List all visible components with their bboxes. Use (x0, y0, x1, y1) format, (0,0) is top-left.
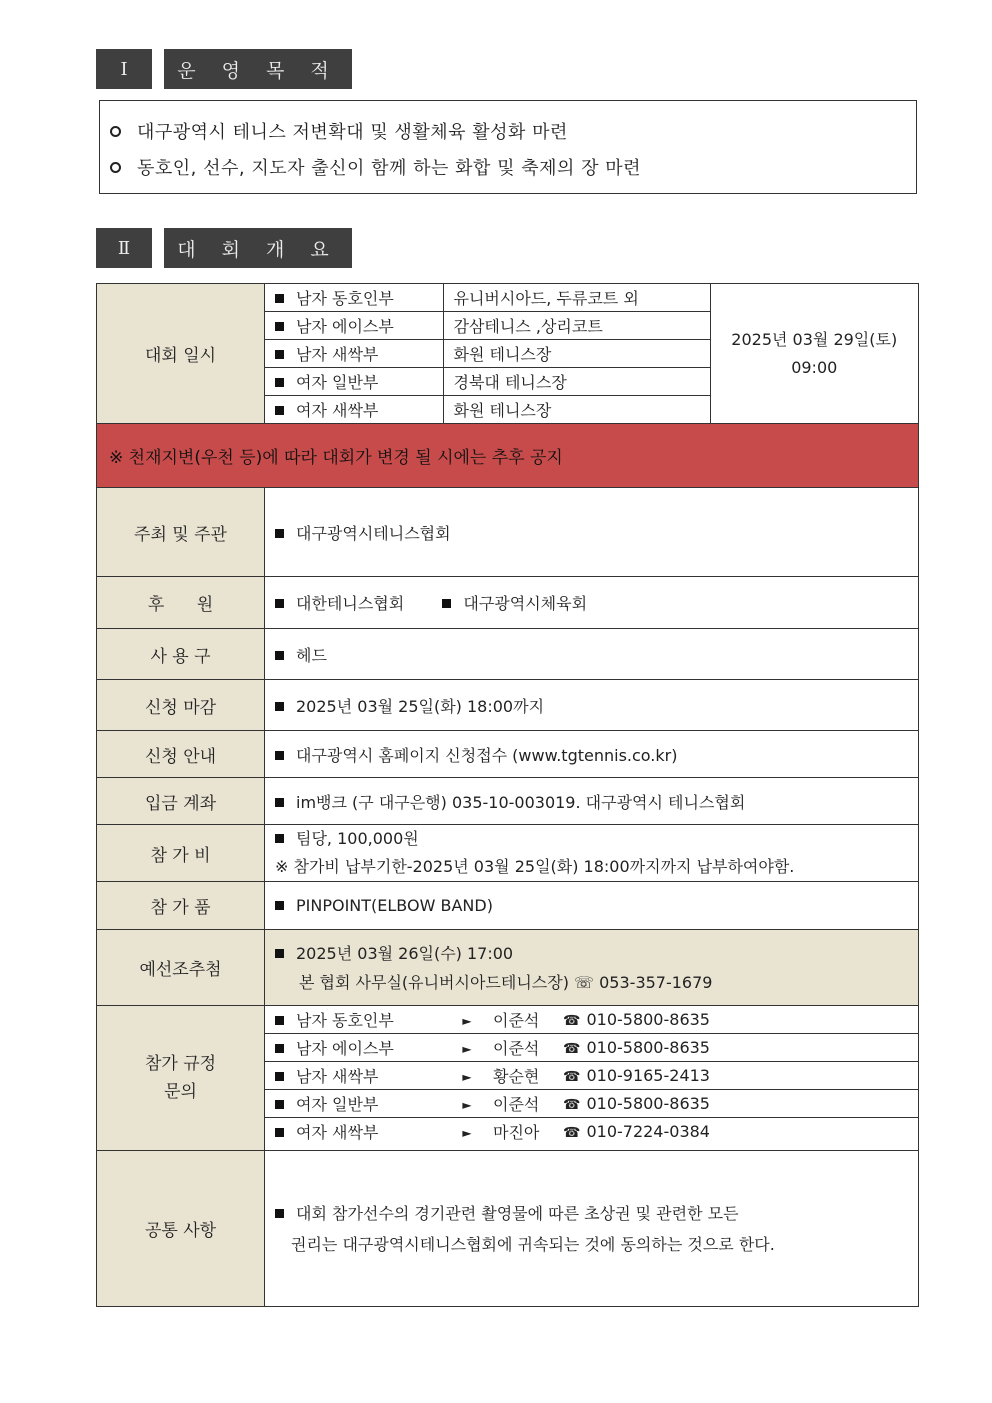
contact-row: 여자 새싹부 ► 마진아 ☎ 010-7224-0384 (265, 1118, 918, 1146)
phone-icon: ☎ (563, 1041, 581, 1057)
arrow-icon: ► (462, 1098, 472, 1112)
square-bullet-icon (275, 798, 284, 807)
overview-table (96, 283, 919, 1307)
ball-label: 사 용 구 (97, 629, 265, 680)
schedule-time: 09:00 (791, 357, 838, 377)
sponsor-value: 대한테니스협회 대구광역시체육회 (265, 577, 919, 629)
schedule-division: 여자 일반부 (265, 368, 443, 396)
square-bullet-icon (275, 651, 284, 660)
phone-icon: ☎ (563, 1125, 581, 1141)
purpose-item: 동호인, 선수, 지도자 출신이 함께 하는 화합 및 축제의 장 마련 (100, 149, 916, 185)
contact-row: 남자 새싹부 ► 황순현 ☎ 010-9165-2413 (265, 1062, 918, 1090)
host-value: 대구광역시테니스협회 (265, 488, 919, 577)
schedule-datetime (710, 284, 918, 423)
gift-label: 참 가 품 (97, 882, 265, 930)
section-1-title: 운 영 목 적 (162, 49, 352, 89)
square-bullet-icon (275, 1072, 284, 1081)
section-2-title: 대 회 개 요 (162, 228, 352, 268)
account-value: im뱅크 (구 대구은행) 035-10-003019. 대구광역시 테니스협회 (265, 778, 919, 825)
arrow-icon: ► (462, 1126, 472, 1140)
section-2-header (96, 228, 352, 268)
fee-value: 팀당, 100,000원 ※ 참가비 납부기한-2025년 03월 25일(화) 18:00까지까지 납부하여야함. (265, 825, 919, 882)
schedule-division: 남자 새싹부 (265, 340, 443, 368)
schedule-label: 대회 일시 (97, 284, 265, 424)
square-bullet-icon (275, 949, 284, 958)
fee-label: 참 가 비 (97, 825, 265, 882)
square-bullet-icon (275, 702, 284, 711)
fee-note: ※ 참가비 납부기한-2025년 03월 25일(화) 18:00까지까지 납부하여야함. (275, 857, 795, 876)
ball-value: 헤드 (265, 629, 919, 680)
apply-value: 대구광역시 홈페이지 신청접수 (www.tgtennis.co.kr) (265, 731, 919, 778)
sponsor-label: 후 원 (97, 577, 265, 629)
square-bullet-icon (275, 1128, 284, 1137)
apply-label: 신청 안내 (97, 731, 265, 778)
square-bullet-icon (275, 901, 284, 910)
square-bullet-icon (275, 599, 284, 608)
circle-bullet-icon (110, 126, 121, 137)
schedule-venue: 경북대 테니스장 (443, 368, 710, 396)
host-label: 주최 및 주관 (97, 488, 265, 577)
schedule-division: 남자 동호인부 (265, 284, 443, 312)
account-label: 입금 계좌 (97, 778, 265, 825)
purpose-item: 대구광역시 테니스 저변확대 및 생활체육 활성화 마련 (100, 113, 916, 149)
contact-row: 남자 에이스부 ► 이준석 ☎ 010-5800-8635 (265, 1034, 918, 1062)
weather-notice: ※ 천재지변(우천 등)에 따라 대회가 변경 될 시에는 추후 공지 (97, 424, 919, 488)
square-bullet-icon (275, 294, 284, 303)
schedule-date: 2025년 03월 29일(토) (731, 329, 898, 349)
square-bullet-icon (442, 599, 451, 608)
schedule-division: 남자 에이스부 (265, 312, 443, 340)
contact-row: 남자 동호인부 ► 이준석 ☎ 010-5800-8635 (265, 1006, 918, 1034)
draw-label: 예선조추첨 (97, 930, 265, 1006)
purpose-box (99, 100, 917, 194)
square-bullet-icon (275, 1044, 284, 1053)
arrow-icon: ► (462, 1070, 472, 1084)
common-value: 대회 참가선수의 경기관련 촬영물에 따른 초상권 및 관련한 모든 권리는 대구광역시테니스협회에 귀속되는 것에 동의하는 것으로 한다. (265, 1151, 919, 1307)
square-bullet-icon (275, 322, 284, 331)
phone-icon: ☎ (563, 1013, 581, 1029)
square-bullet-icon (275, 350, 284, 359)
schedule-venue: 유니버시아드, 두류코트 외 (443, 284, 710, 312)
draw-value: 2025년 03월 26일(수) 17:00 본 협회 사무실(유니버시아드테니스장) ☏ 053-357-1679 (265, 930, 919, 1006)
contact-label: 참가 규정 문의 (97, 1006, 265, 1151)
gift-value: PINPOINT(ELBOW BAND) (265, 882, 919, 930)
square-bullet-icon (275, 1016, 284, 1025)
schedule-venue: 화원 테니스장 (443, 340, 710, 368)
circle-bullet-icon (110, 162, 121, 173)
schedule-venue: 화원 테니스장 (443, 396, 710, 424)
phone-icon: ☎ (563, 1097, 581, 1113)
contact-table (265, 1006, 918, 1145)
schedule-venue: 감삼테니스 ,상리코트 (443, 312, 710, 340)
schedule-table (265, 284, 918, 423)
deadline-label: 신청 마감 (97, 680, 265, 731)
section-1-number: Ⅰ (96, 49, 152, 89)
arrow-icon: ► (462, 1014, 472, 1028)
square-bullet-icon (275, 378, 284, 387)
section-2-number: Ⅱ (96, 228, 152, 268)
schedule-division: 여자 새싹부 (265, 396, 443, 424)
contact-row: 여자 일반부 ► 이준석 ☎ 010-5800-8635 (265, 1090, 918, 1118)
arrow-icon: ► (462, 1042, 472, 1056)
square-bullet-icon (275, 1100, 284, 1109)
common-label: 공통 사항 (97, 1151, 265, 1307)
square-bullet-icon (275, 406, 284, 415)
phone-icon: ☎ (563, 1069, 581, 1085)
square-bullet-icon (275, 1209, 284, 1218)
square-bullet-icon (275, 834, 284, 843)
section-1-header (96, 49, 352, 89)
square-bullet-icon (275, 751, 284, 760)
deadline-value: 2025년 03월 25일(화) 18:00까지 (265, 680, 919, 731)
square-bullet-icon (275, 529, 284, 538)
